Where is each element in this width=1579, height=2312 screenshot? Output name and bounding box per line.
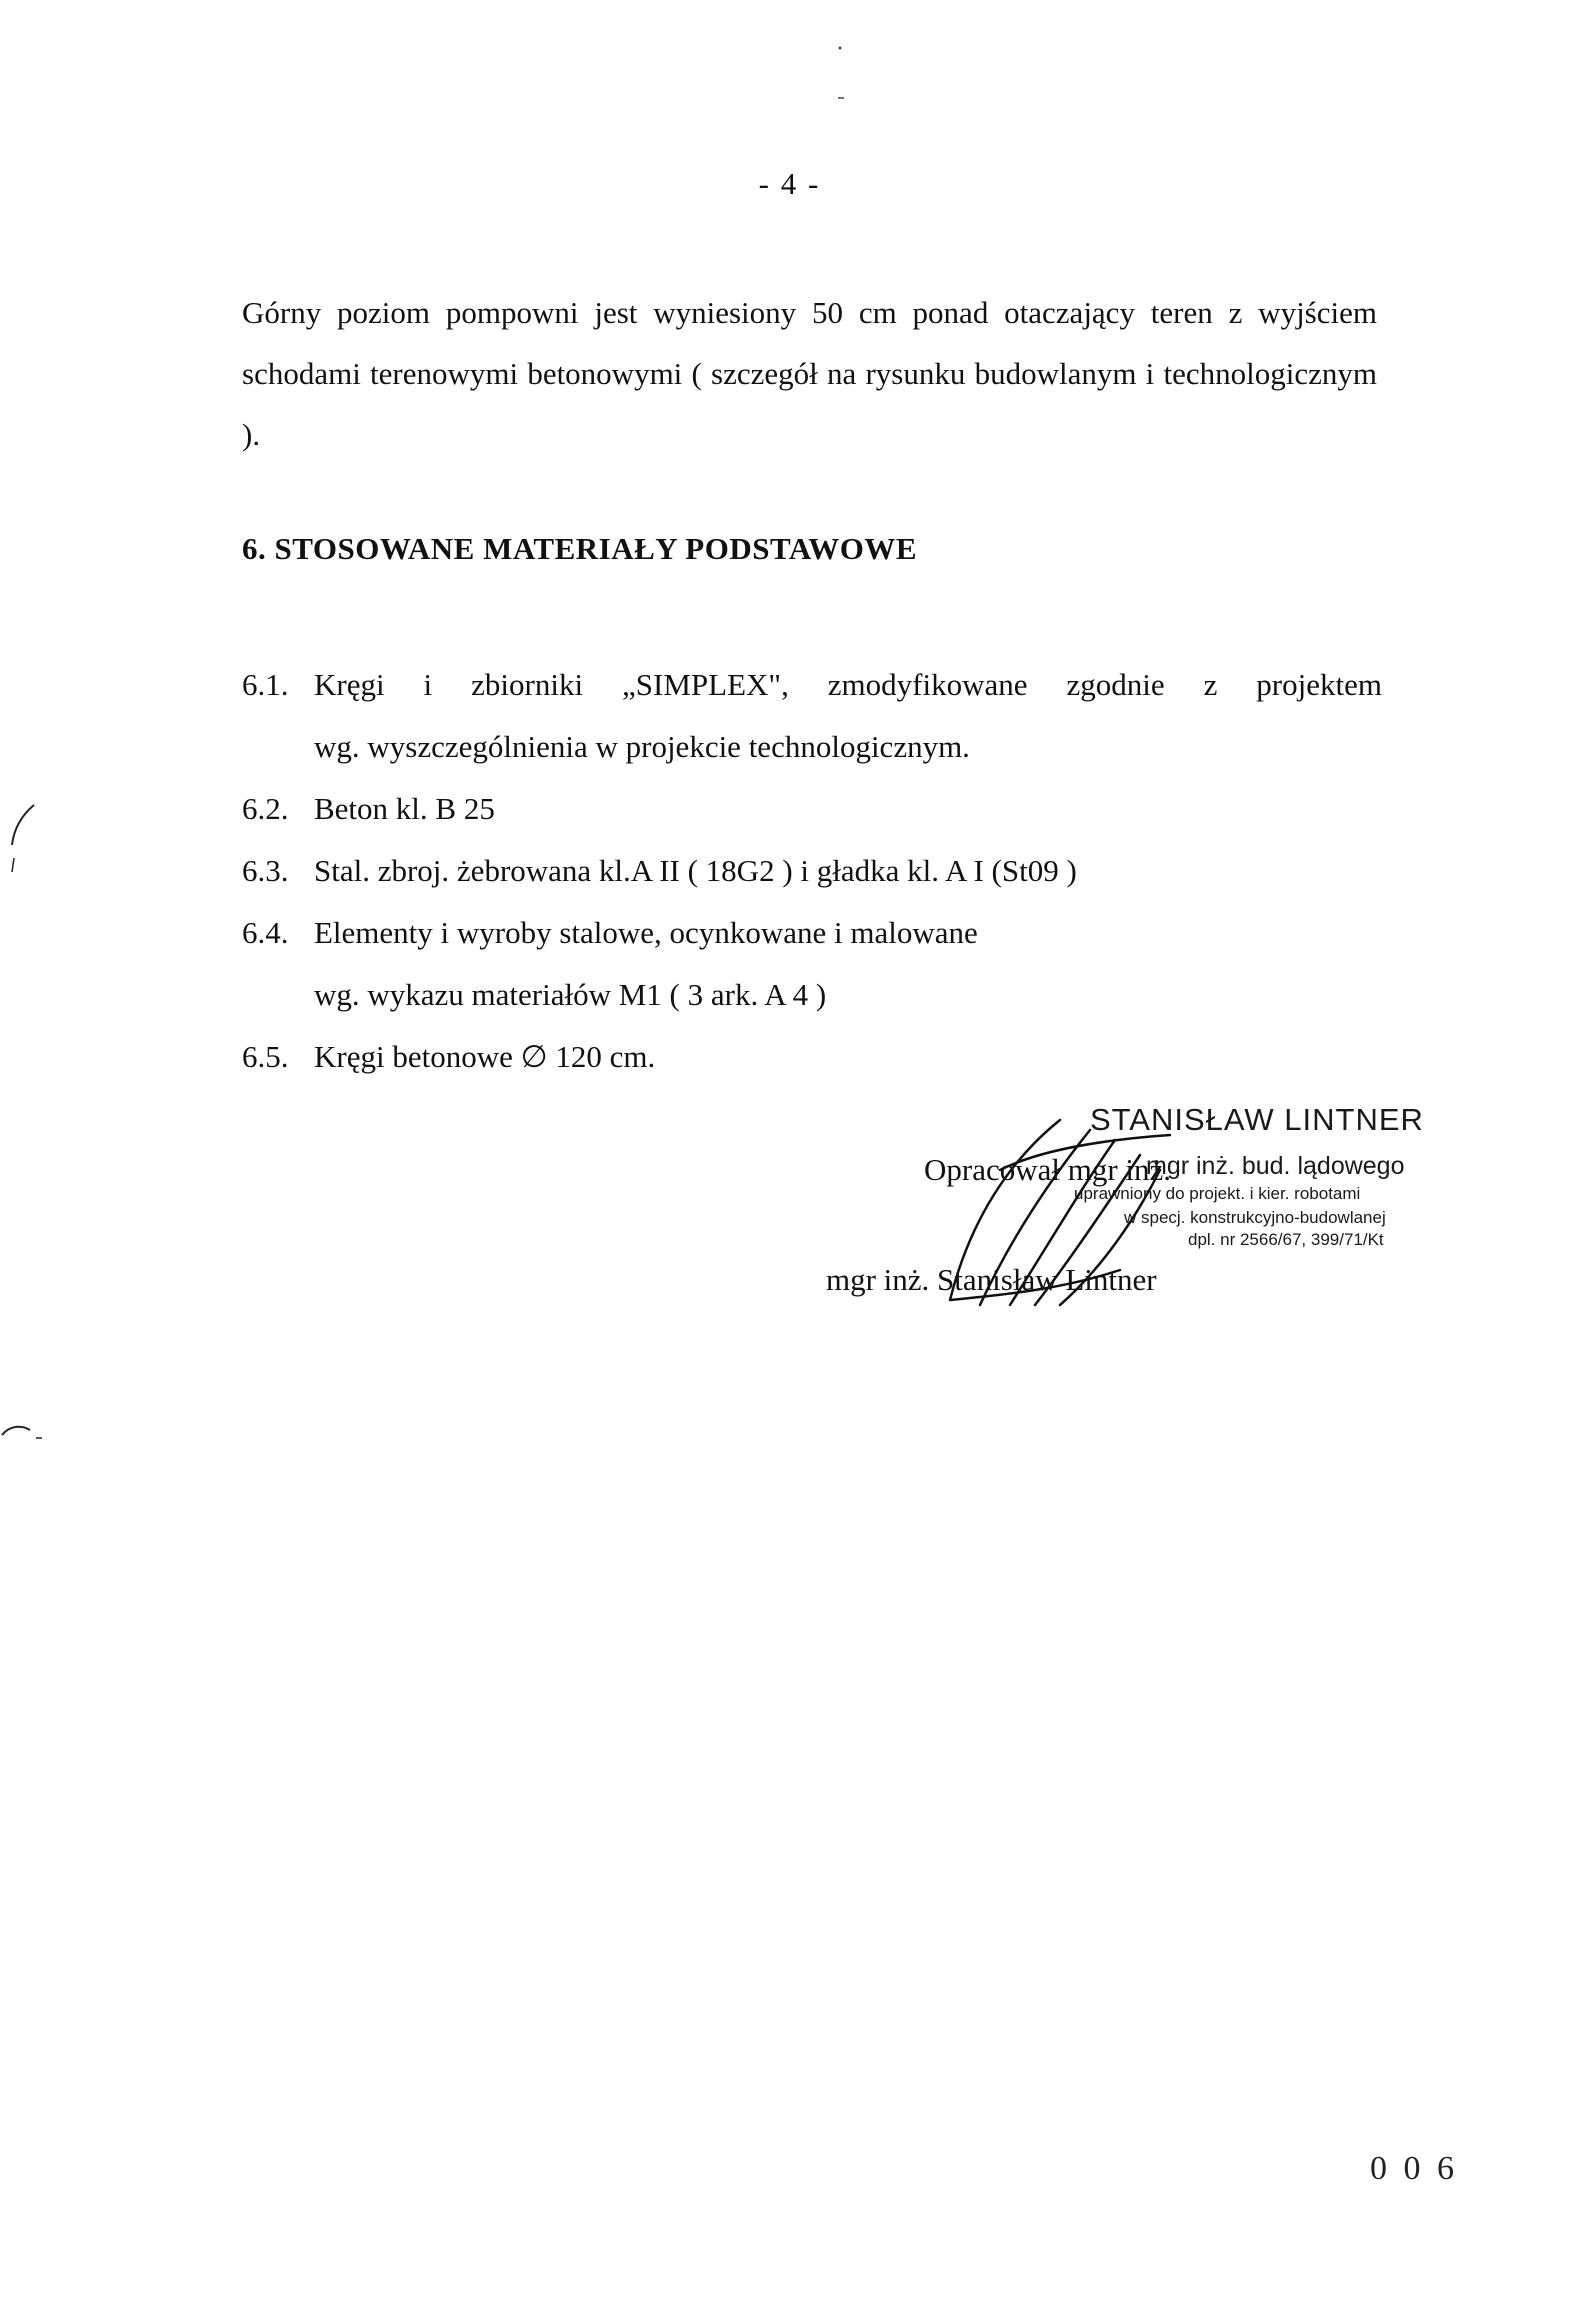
stamp-line: dpl. nr 2566/67, 399/71/Kt <box>1188 1230 1384 1249</box>
section-heading: 6. STOSOWANE MATERIAŁY PODSTAWOWE <box>242 531 918 566</box>
intro-paragraph: Górny poziom pompowni jest wyniesiony 50 cm ponad otaczający teren z wyjściem schodami terenowymi betonowymi ( szczegół na rysunku budowlanym i technologicznym ). <box>242 295 1377 452</box>
material-text <box>314 1026 1382 1088</box>
material-item-6-1 <box>242 654 1382 778</box>
archive-number: 0 0 6 <box>1370 2150 1458 2187</box>
stamp-line: uprawniony do projekt. i kier. robotami <box>1074 1184 1361 1203</box>
page-number: - 4 - <box>758 166 821 201</box>
material-item-6-3 <box>242 840 1382 902</box>
materials-list <box>242 654 1382 1088</box>
material-number: 6.4. <box>242 915 289 950</box>
material-text <box>314 778 1382 840</box>
material-text <box>314 840 1382 902</box>
material-number: 6.2. <box>242 791 289 826</box>
material-number: 6.1. <box>242 667 289 702</box>
handwritten-signature <box>940 1100 1240 1320</box>
material-text <box>314 902 1382 1026</box>
material-number: 6.3. <box>242 853 289 888</box>
margin-mark <box>0 1420 50 1450</box>
material-text <box>314 654 1382 778</box>
margin-mark <box>4 800 44 880</box>
stamp-line: w specj. konstrukcyjno-budowlanej <box>1124 1208 1386 1227</box>
material-item-6-5 <box>242 1026 1382 1088</box>
author-name: mgr inż. Stanisław Lintner <box>826 1262 1157 1297</box>
prepared-by-label: Opracował mgr inż. <box>924 1152 1172 1187</box>
material-line: Stal. zbroj. żebrowana kl.A II ( 18G2 ) i gładka kl. A I (St09 ) <box>314 853 1077 888</box>
material-item-6-4 <box>242 902 1382 1026</box>
material-number: 6.5. <box>242 1039 289 1074</box>
material-line: Kręgi betonowe ∅ 120 cm. <box>314 1039 656 1074</box>
material-item-6-2 <box>242 778 1382 840</box>
material-line: wg. wykazu materiałów M1 ( 3 ark. A 4 ) <box>314 977 827 1012</box>
material-line: Kręgi i zbiorniki „SIMPLEX", zmodyfikowane zgodnie z projektem <box>314 667 1382 702</box>
signature-block <box>800 1100 1480 1340</box>
material-line: Elementy i wyroby stalowe, ocynkowane i malowane <box>314 915 978 950</box>
stamp-name: STANISŁAW LINTNER <box>1090 1102 1424 1137</box>
stamp-title: mgr inż. bud. lądowego <box>1146 1152 1405 1180</box>
material-line: Beton kl. B 25 <box>314 791 495 826</box>
material-line: wg. wyszczególnienia w projekcie technologicznym. <box>314 729 970 764</box>
margin-mark <box>830 40 850 110</box>
